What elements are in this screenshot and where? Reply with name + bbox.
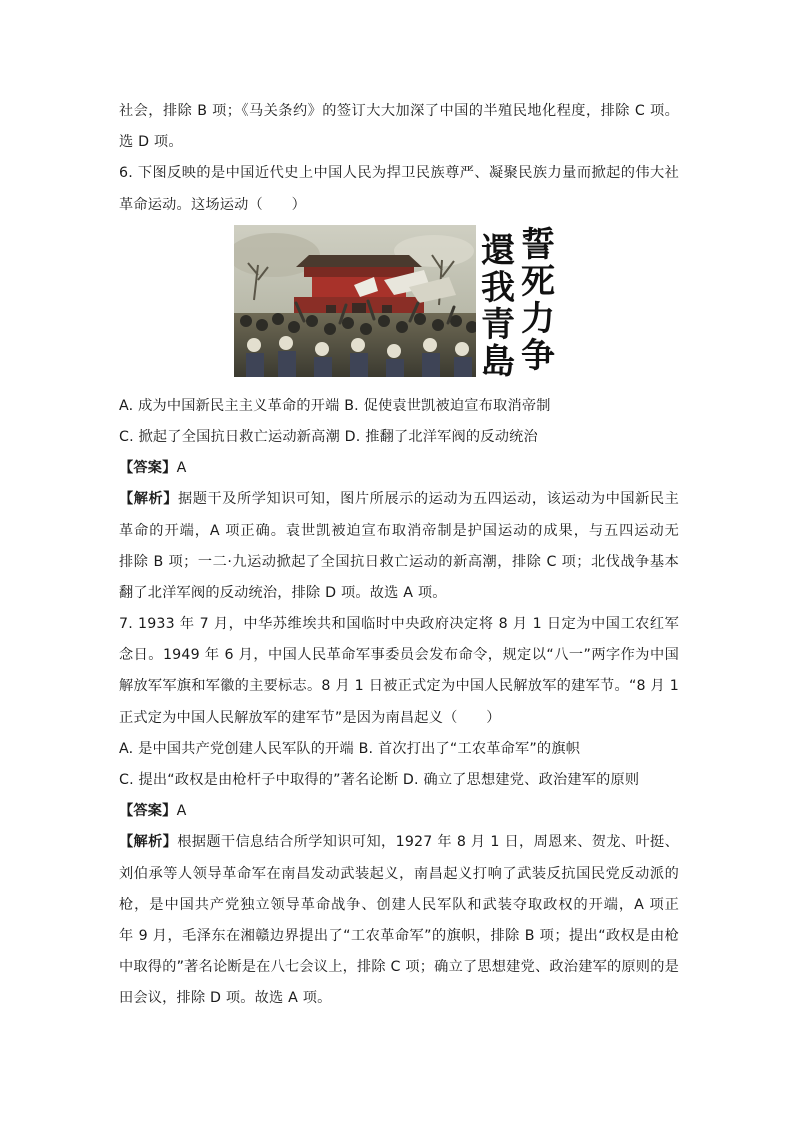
text-line: 选 D 项。 [119, 134, 183, 151]
question-7-explanation: 中取得的”著名论断是在八七会议上，排除 C 项；确立了思想建党、政治建军的原则的是 [119, 959, 679, 976]
question-6-explanation: 排除 B 项；一二·九运动掀起了全国抗日救亡运动的新高潮，排除 C 项；北伐战争基本 [119, 553, 679, 570]
question-6-explanation: 翻了北洋军阀的反动统治，排除 D 项。故选 A 项。 [119, 584, 447, 601]
text-line: 社会，排除 B 项；《马关条约》的签订大大加深了中国的半殖民地化程度，排除 C 项。 [119, 103, 679, 119]
question-7-options: C. 提出“政权是由枪杆子中取得的”著名论断 D. 确立了思想建党、政治建军的原则 [119, 772, 640, 788]
question-7-explanation: 田会议，排除 D 项。故选 A 项。 [119, 990, 332, 1007]
calligraphy-slogan [476, 224, 560, 382]
question-7-explanation: 年 9 月，毛泽东在湘赣边界提出了“工农革命军”的旗帜，排除 B 项；提出“政权是由枪 [119, 927, 679, 944]
calligraphy-column-right: 誓 死 力 争 [521, 224, 555, 376]
question-7-answer: 【答案】A [119, 803, 187, 820]
question-7-stem: 念日。1949 年 6 月，中国人民革命军事委员会发布命令，规定以“八一”两字作为中国 [119, 647, 679, 664]
question-7-explanation: 枪，是中国共产党独立领导革命战争、创建人民军队和武装夺取政权的开端，A 项正 [119, 896, 679, 913]
question-6-options: C. 掀起了全国抗日救亡运动新高潮 D. 推翻了北洋军阀的反动统治 [119, 428, 538, 445]
calligraphy-column-left: 還 我 青 島 [481, 230, 515, 382]
question-6-stem: 革命运动。这场运动（ ） [119, 196, 307, 213]
question-6-answer: 【答案】A [119, 460, 187, 477]
question-7-stem: 解放军军旗和军徽的主要标志。8 月 1 日被正式定为中国人民解放军的建军节。“8 月 1 [119, 678, 679, 695]
question-7-explanation: 【解析】根据题干信息结合所学知识可知，1927 年 8 月 1 日，周恩来、贺龙、叶挺、 [119, 834, 679, 851]
question-7-options: A. 是中国共产党创建人民军队的开端 B. 首次打出了“工农革命军”的旗帜 [119, 740, 581, 757]
question-6-figure-row [119, 225, 679, 385]
question-7-explanation: 刘伯承等人领导革命军在南昌发动武装起义，南昌起义打响了武装反抗国民党反动派的 [119, 865, 679, 882]
question-7-stem: 正式定为中国人民解放军的建军节”是因为南昌起义（ ） [119, 709, 501, 726]
question-7-stem: 7. 1933 年 7 月，中华苏维埃共和国临时中央政府决定将 8 月 1 日定为中国工农红军 [119, 616, 679, 633]
document-content [119, 96, 679, 1015]
question-6-stem: 6. 下图反映的是中国近代史上中国人民为捍卫民族尊严、凝聚民族力量而掀起的伟大社 [119, 165, 679, 182]
question-6-explanation: 革命的开端，A 项正确。袁世凯被迫宣布取消帝制是护国运动的成果，与五四运动无 [119, 522, 679, 539]
question-6-options: A. 成为中国新民主主义革命的开端 B. 促使袁世凯被迫宣布取消帝制 [119, 397, 551, 414]
question-6-explanation: 【解析】据题干及所学知识可知，图片所展示的运动为五四运动，该运动为中国新民主 [119, 491, 679, 508]
